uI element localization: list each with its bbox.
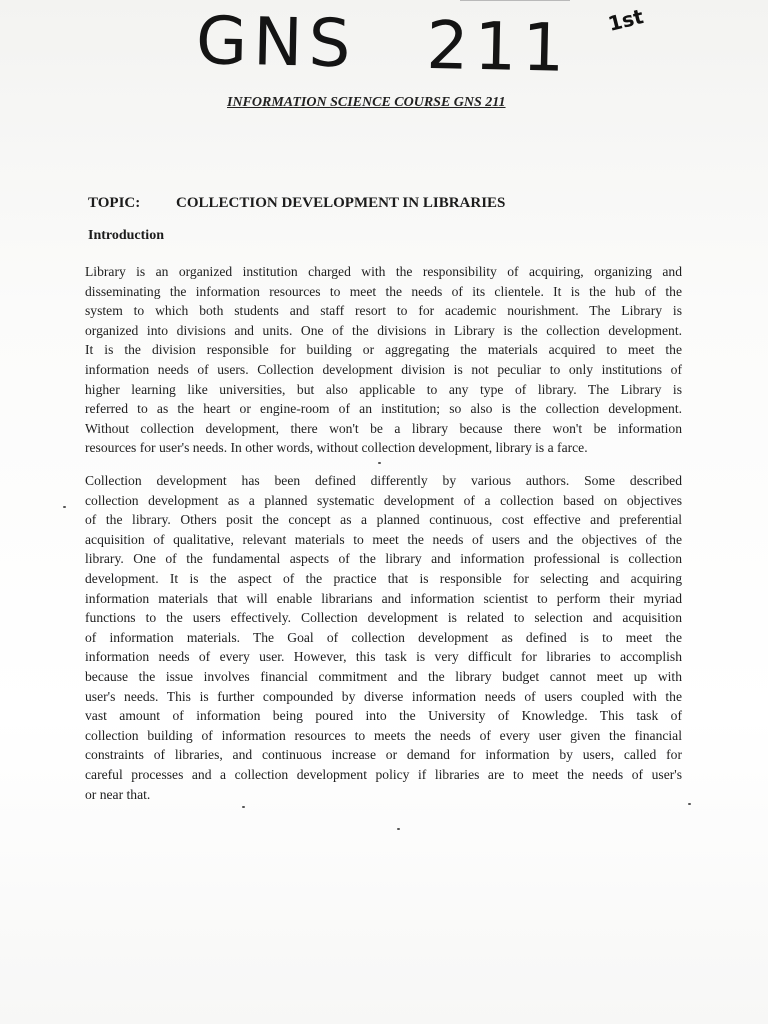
paragraph-line: vast amount of information being poured into the University of Knowledge. This task of bbox=[85, 708, 682, 724]
scan-speck bbox=[378, 462, 381, 464]
paragraph-line: Without collection development, there won't be a library because there won't be information bbox=[85, 420, 682, 436]
paragraph-line: information needs of users. Collection development division is not peculiar to only institutions of bbox=[85, 361, 682, 377]
top-edge-line bbox=[460, 0, 570, 1]
paragraph-line: collection development as a planned systematic development of a collection based on objectives bbox=[85, 492, 682, 508]
paragraph-line: information needs of every user. However, this task is very difficult for libraries to accomplish bbox=[85, 649, 682, 665]
scan-speck bbox=[63, 506, 66, 508]
paragraph-line: Collection development has been defined differently by various authors. Some described bbox=[85, 473, 682, 488]
paragraph-line: library. One of the fundamental aspects of the library and information professional is collection bbox=[85, 551, 682, 567]
paragraph-line: or near that. bbox=[85, 786, 151, 802]
paragraph-line: development. It is the aspect of the practice that is responsible for selecting and acquiring bbox=[85, 570, 682, 586]
course-header: INFORMATION SCIENCE COURSE GNS 211 bbox=[227, 95, 506, 110]
paragraph-line: disseminating the information resources to meet the needs of its clientele. It is the hub of the bbox=[85, 283, 682, 299]
paragraph-line: resources for user's needs. In other words, without collection development, library is a farce. bbox=[85, 440, 588, 456]
paragraph-line: Library is an organized institution charged with the responsibility of acquiring, organizing and bbox=[85, 264, 682, 279]
paragraph-line: higher learning like universities, but also applicable to any type of library. The Library is bbox=[85, 381, 682, 397]
scan-speck bbox=[397, 828, 400, 830]
paragraph-line: of information materials. The Goal of collection development as defined is to meet the bbox=[85, 629, 682, 645]
handwritten-corner-mark: 1st bbox=[605, 4, 646, 36]
paragraph-line: functions to the users effectively. Collection development is related to selection and acquisition bbox=[85, 610, 682, 626]
paragraph-2 bbox=[85, 471, 682, 804]
topic-label: TOPIC: bbox=[88, 195, 141, 211]
paragraph-1 bbox=[85, 262, 682, 458]
paragraph-line: referred to as the heart or engine-room of an institution; so also is the collection development. bbox=[85, 401, 682, 417]
paragraph-line: information materials that will enable librarians and information scientist to perform their myriad bbox=[85, 590, 682, 606]
scan-speck bbox=[688, 803, 691, 805]
topic-row bbox=[88, 195, 505, 212]
handwritten-course-number: 211 bbox=[425, 6, 572, 87]
paragraph-line: collection building of information resources to meets the needs of every user given the financial bbox=[85, 727, 682, 743]
paragraph-line: organized into divisions and units. One of the divisions in Library is the collection development. bbox=[85, 322, 682, 338]
topic-title: COLLECTION DEVELOPMENT IN LIBRARIES bbox=[176, 195, 506, 211]
handwritten-course-code bbox=[195, 2, 572, 87]
paragraph-line: because the issue involves financial commitment and the library budget cannot meet up with bbox=[85, 668, 682, 684]
paragraph-line: It is the division responsible for building or aggregating the materials acquired to meet the bbox=[85, 342, 682, 358]
introduction-heading: Introduction bbox=[88, 228, 164, 243]
handwritten-course-letters: GNS bbox=[195, 2, 358, 83]
paragraph-line: user's needs. This is further compounded by diverse information needs of users coupled with the bbox=[85, 688, 682, 704]
scan-speck bbox=[242, 806, 245, 808]
paragraph-line: careful processes and a collection development policy if libraries are to meet the needs of user's bbox=[85, 766, 682, 782]
paragraph-line: system to which both students and staff resort to for academic nourishment. The Library is bbox=[85, 303, 682, 319]
paragraph-line: acquisition of qualitative, relevant materials to meet the needs of users and the objectives of the bbox=[85, 531, 682, 547]
paragraph-line: of the library. Others posit the concept as a planned continuous, cost effective and preferential bbox=[85, 512, 682, 528]
paragraph-line: constraints of libraries, and continuous increase or demand for information by users, called for bbox=[85, 747, 682, 763]
